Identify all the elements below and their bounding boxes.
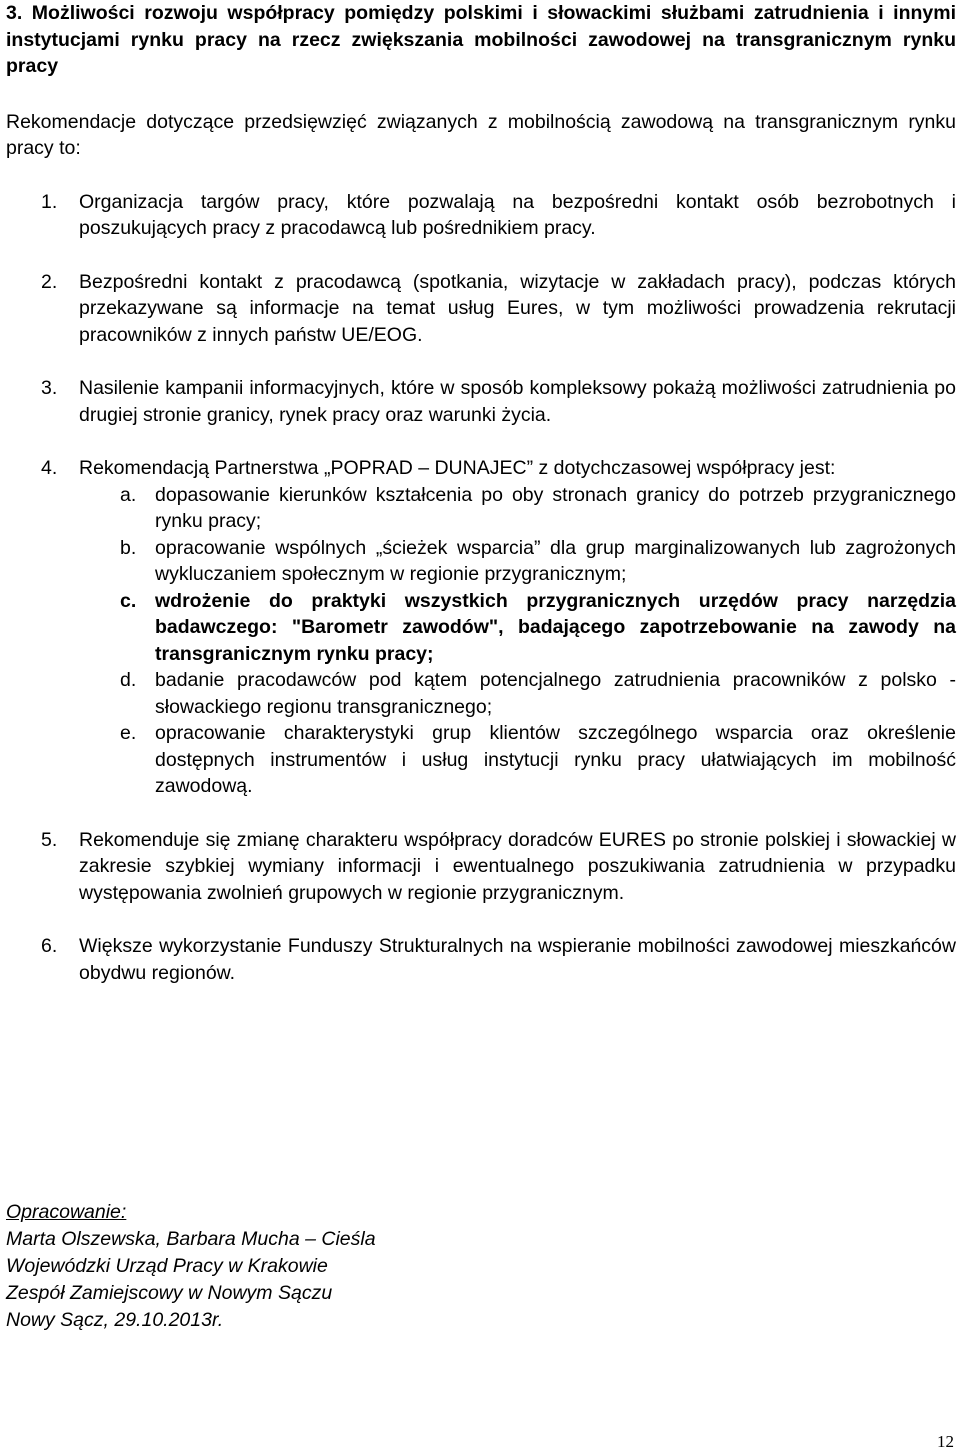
list-number: 5.	[41, 828, 58, 851]
section-heading: 3. Możliwości rozwoju współpracy pomiędzy polskimi i słowackimi służbami zatrudnienia i innymi instytucjami rynku pracy na rzecz zwiększania mobilności zawodowej na transgranicznym rynku pracy	[6, 2, 956, 77]
sublist-item-text: dopasowanie kierunków kształcenia po oby stronach granicy do potrzeb przygranicznego rynku pracy;	[155, 483, 956, 532]
sublist-item-a	[6, 482, 956, 535]
sublist-item-b	[6, 535, 956, 588]
sublist-letter: c.	[120, 589, 137, 612]
sublist-letter: a.	[120, 483, 137, 506]
sublist-letter: d.	[120, 669, 137, 691]
signature-office: Wojewódzki Urząd Pracy w Krakowie	[6, 1255, 328, 1277]
list-number: 4.	[41, 457, 58, 479]
list-item-text: Bezpośredni kontakt z pracodawcą (spotkania, wizytacje w zakładach pracy), podczas których przekazywane są informacje na temat usług Eures, w tym możliwości prowadzenia rekrutacji pracowników z innych państw UE/EOG.	[79, 270, 956, 346]
signature-team: Zespół Zamiejscowy w Nowym Sączu	[6, 1282, 333, 1304]
signature-label: Opracowanie:	[6, 1201, 127, 1223]
list-item-text: Nasilenie kampanii informacyjnych, które w sposób kompleksowy pokażą możliwości zatrudnienia po drugiej stronie granicy, rynek pracy oraz warunki życia.	[79, 377, 956, 426]
list-number: 3.	[41, 377, 58, 399]
list-number: 6.	[41, 935, 58, 957]
list-number: 1.	[41, 190, 58, 213]
sublist-letter: e.	[120, 722, 137, 744]
list-item-5	[6, 827, 956, 907]
sublist-letter: b.	[120, 536, 137, 559]
sublist-item-d	[6, 667, 956, 720]
list-item-text: Rekomenduje się zmianę charakteru współpracy doradców EURES po stronie polskiej i słowackiej w zakresie szybkiej wymiany informacji i ewentualnego poszukiwania zatrudnienia w przypadku występowania zwolnień grupowych w regionie przygranicznym.	[79, 828, 956, 904]
list-item-2	[6, 269, 956, 349]
sublist-item-text: opracowanie charakterystyki grup klientów szczególnego wsparcia oraz określenie dostępnych instrumentów i usług instytucji rynku pracy ułatwiających im mobilność zawodową.	[155, 722, 956, 797]
list-item-text: Organizacja targów pracy, które pozwalają na bezpośredni kontakt osób bezrobotnych i poszukujących pracy z pracodawcą lub pośrednikiem pracy.	[79, 190, 956, 239]
list-item-1	[6, 189, 956, 242]
list-item-text: Rekomendacją Partnerstwa „POPRAD – DUNAJEC” z dotychczasowej współpracy jest:	[79, 457, 836, 479]
signature-block	[6, 1199, 376, 1334]
list-item-3	[6, 375, 956, 428]
sublist-item-e	[6, 720, 956, 800]
sublist-item-text: badanie pracodawców pod kątem potencjalnego zatrudnienia pracowników z polsko - słowackiego regionu transgranicznego;	[155, 669, 956, 718]
intro-paragraph: Rekomendacje dotyczące przedsięwzięć związanych z mobilnością zawodową na transgranicznym rynku pracy to:	[6, 110, 956, 159]
list-item-4	[6, 455, 956, 482]
document-page	[6, 0, 956, 986]
sublist-item-text: wdrożenie do praktyki wszystkich przygranicznych urzędów pracy narzędzia badawczego: "Barometr zawodów", badającego zapotrzebowanie na zawody na transgranicznym rynku pracy;	[155, 589, 956, 665]
list-number: 2.	[41, 270, 58, 293]
list-item-text: Większe wykorzystanie Funduszy Strukturalnych na wspieranie mobilności zawodowej mieszkańców obydwu regionów.	[79, 935, 956, 984]
signature-place-date: Nowy Sącz, 29.10.2013r.	[6, 1309, 224, 1331]
sublist-item-c	[6, 588, 956, 668]
list-item-6	[6, 933, 956, 986]
signature-authors: Marta Olszewska, Barbara Mucha – Cieśla	[6, 1228, 376, 1250]
page-number: 12	[937, 1432, 954, 1451]
sublist-item-text: opracowanie wspólnych „ścieżek wsparcia” dla grup marginalizowanych lub zagrożonych wykluczaniem społecznym w regionie przygranicznym;	[155, 536, 956, 585]
